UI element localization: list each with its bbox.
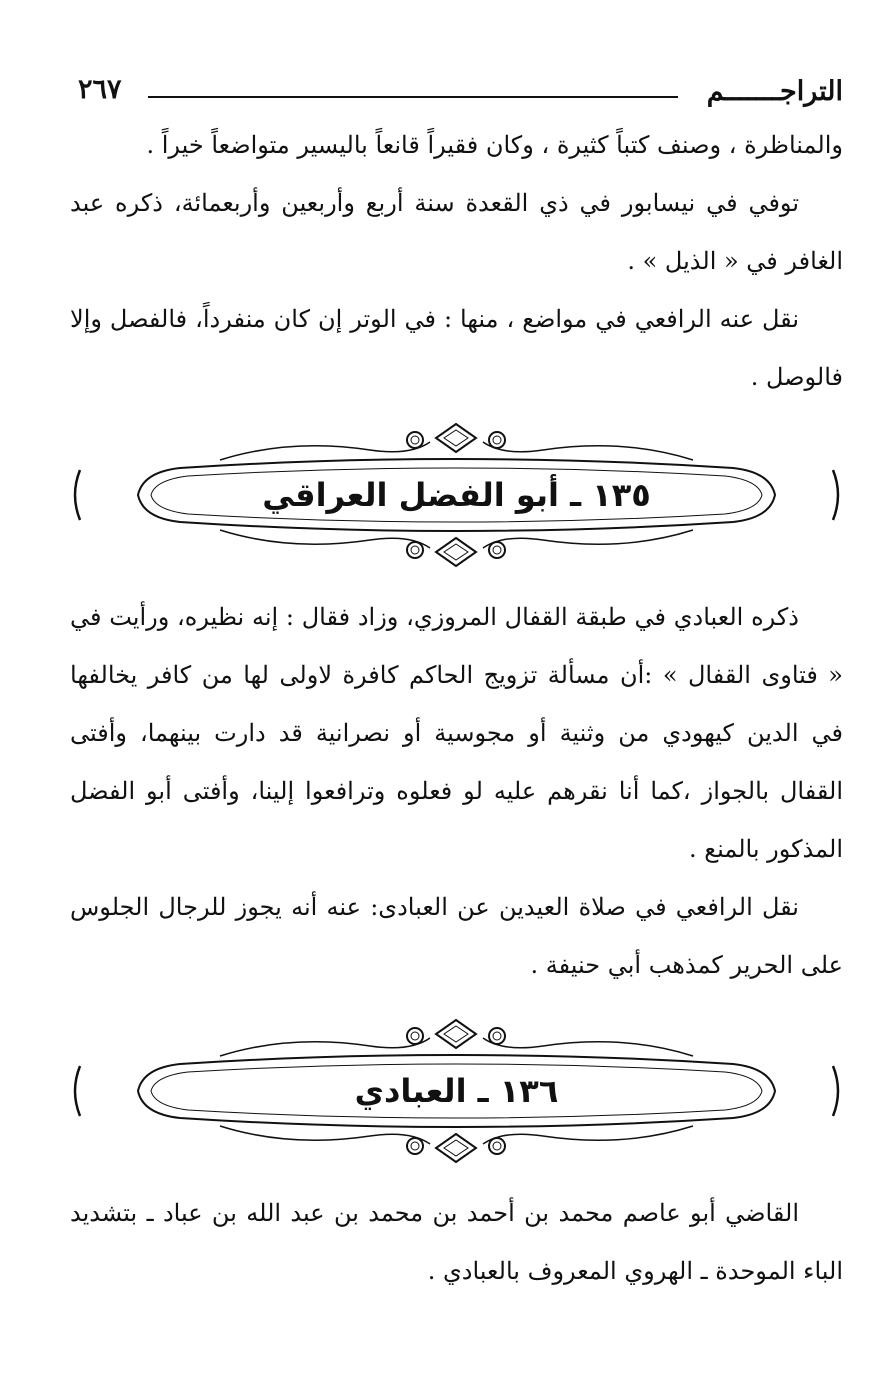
paragraph: نقل الرافعي في صلاة العيدين عن العبادى: عنه أنه يجوز للرجال الجلوس على الحرير كمذهب أبي حنيفة . bbox=[70, 893, 843, 979]
header-rule bbox=[148, 96, 678, 98]
paragraph: ذكره العبادي في طبقة القفال المروزي، وزاد فقال : إنه نظيره، ورأيت في « فتاوى القفال » :أن مسألة تزويج الحاكم كافرة لاولى لها من كافر يخالفها في الدين كيهودي من وثنية أو مجوسية أو نصرانية قد دارت بينهما، وأفتى القفال بالجواز ،كما أنا نقرهم عليه لو فعلوه وترافعوا إلينا، وأفتى أبو الفضل المذكور بالمنع . bbox=[70, 603, 843, 863]
section-title: التراجـــــــم bbox=[706, 76, 843, 107]
paragraph: توفي في نيسابور في ذي القعدة سنة أربع وأربعين وأربعمائة، ذكره عبد الغافر في « الذيل » . bbox=[70, 189, 843, 275]
entry-heading: ١٣٦ ـ العبادي bbox=[354, 1072, 559, 1110]
page-number: ٢٦٧ bbox=[78, 74, 122, 105]
paragraph: نقل عنه الرافعي في مواضع ، منها : في الوتر إن كان منفرداً، فالفصل وإلا فالوصل . bbox=[70, 305, 843, 391]
entry-heading: ١٣٥ ـ أبو الفضل العراقي bbox=[262, 476, 651, 514]
entry-heading-cartouche bbox=[70, 420, 843, 570]
running-header bbox=[70, 70, 843, 116]
paragraph: والمناظرة ، وصنف كتباً كثيرة ، وكان فقيراً قانعاً باليسير متواضعاً خيراً . bbox=[146, 131, 843, 159]
paragraph: القاضي أبو عاصم محمد بن أحمد بن محمد بن عبد الله بن عباد ـ بتشديد الباء الموحدة ـ الهروي المعروف بالعبادي . bbox=[70, 1199, 843, 1285]
entry-heading-cartouche bbox=[70, 1016, 843, 1166]
book-page bbox=[70, 70, 843, 1300]
